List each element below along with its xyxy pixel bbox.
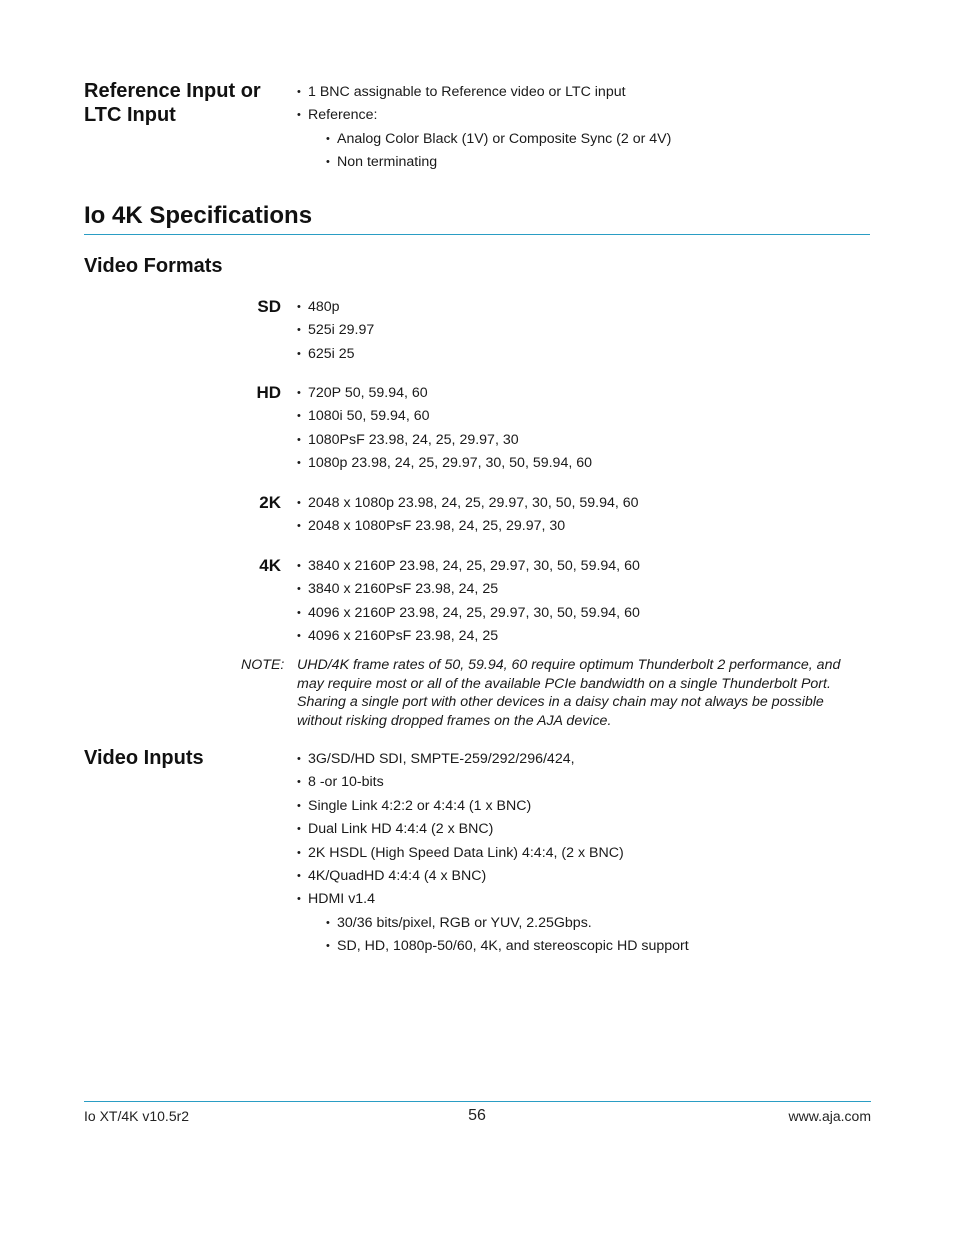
video-formats-heading: Video Formats: [84, 255, 223, 277]
list-item: • Single Link 4:2:2 or 4:4:4 (1 x BNC): [297, 796, 689, 819]
page-number: 56: [468, 1107, 486, 1124]
video-inputs-heading: Video Inputs: [84, 747, 204, 769]
video-inputs-list: [297, 749, 689, 960]
list-item: • Analog Color Black (1V) or Composite Sync (2 or 4V): [326, 129, 671, 152]
list-item: • 4096 x 2160P 23.98, 24, 25, 29.97, 30, 50, 59.94, 60: [297, 603, 640, 626]
format-label-hd: HD: [256, 383, 281, 402]
list-item: • Dual Link HD 4:4:4 (2 x BNC): [297, 819, 689, 842]
list-item: • 525i 29.97: [297, 320, 374, 343]
note-text: UHD/4K frame rates of 50, 59.94, 60 require optimum Thunderbolt 2 performance, and may require most or all of the available PCIe bandwidth on a single Thunderbolt Port. Sharing a single port with other devices in a daisy chain may not always be possible without risking dropped frames on the AJA device.: [297, 657, 841, 729]
footer-website-link[interactable]: www.aja.com: [788, 1108, 871, 1124]
format-list-sd: [297, 297, 374, 367]
list-item: • 1080p 23.98, 24, 25, 29.97, 30, 50, 59.94, 60: [297, 453, 592, 476]
format-label-2k: 2K: [259, 493, 281, 512]
list-item: • 8 -or 10-bits: [297, 772, 689, 795]
list-item: • 4096 x 2160PsF 23.98, 24, 25: [297, 626, 640, 649]
format-list-2k: [297, 493, 639, 540]
footer-rule: [84, 1101, 871, 1102]
reference-list: [297, 82, 671, 176]
footer-doc-version: Io XT/4K v10.5r2: [84, 1108, 190, 1124]
page-title: Io 4K Specifications: [84, 202, 313, 229]
note-label: NOTE:: [241, 657, 285, 673]
list-item: • 4K/QuadHD 4:4:4 (4 x BNC): [297, 866, 689, 889]
list-item: • SD, HD, 1080p-50/60, 4K, and stereoscopic HD support: [326, 936, 689, 959]
list-item: • HDMI v1.4: [297, 889, 689, 912]
list-item: • 720P 50, 59.94, 60: [297, 383, 592, 406]
heading-rule: [84, 234, 870, 235]
format-list-4k: [297, 556, 640, 650]
format-list-hd: [297, 383, 592, 477]
list-item: • 1 BNC assignable to Reference video or LTC input: [297, 82, 671, 105]
list-item: • 2048 x 1080PsF 23.98, 24, 25, 29.97, 30: [297, 516, 639, 539]
list-item: • 2048 x 1080p 23.98, 24, 25, 29.97, 30, 50, 59.94, 60: [297, 493, 639, 516]
list-item: • 3840 x 2160PsF 23.98, 24, 25: [297, 579, 640, 602]
list-item: • 480p: [297, 297, 374, 320]
reference-heading: Reference Input or LTC Input: [84, 80, 261, 126]
list-item: • 3G/SD/HD SDI, SMPTE-259/292/296/424,: [297, 749, 689, 772]
list-item: • Non terminating: [326, 152, 671, 175]
list-item: • 3840 x 2160P 23.98, 24, 25, 29.97, 30, 50, 59.94, 60: [297, 556, 640, 579]
list-item: • Reference:: [297, 105, 671, 128]
list-item: • 1080PsF 23.98, 24, 25, 29.97, 30: [297, 430, 592, 453]
list-item: • 625i 25: [297, 344, 374, 367]
format-label-4k: 4K: [259, 556, 281, 575]
list-item: • 30/36 bits/pixel, RGB or YUV, 2.25Gbps.: [326, 913, 689, 936]
list-item: • 2K HSDL (High Speed Data Link) 4:4:4, (2 x BNC): [297, 843, 689, 866]
format-label-sd: SD: [257, 297, 281, 316]
list-item: • 1080i 50, 59.94, 60: [297, 406, 592, 429]
